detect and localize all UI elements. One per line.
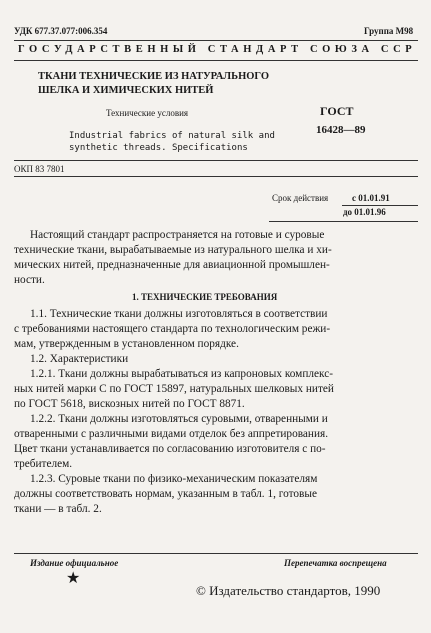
section-line-11: требителем. — [14, 458, 73, 470]
footer-rule — [14, 553, 418, 554]
okp-code: ОКП 83 7801 — [14, 164, 65, 174]
section-line-13: должны соответствовать нормам, указанным в табл. 1, готовые — [14, 488, 317, 500]
section-line-9: отваренными с различными видами отделок без аппретирования. — [14, 428, 329, 440]
gost-label: ГОСТ — [320, 104, 354, 118]
section-line-8: 1.2.2. Ткани должны изготовляться суровыми, отваренными и — [30, 413, 328, 425]
intro-line-2: технические ткани, вырабатываемые из натурального шелка и хи- — [14, 244, 332, 256]
validity-rule — [342, 205, 418, 206]
section-line-14: ткани — в табл. 2. — [14, 503, 102, 515]
section-line-3: мам, утвержденным в установленном порядке. — [14, 338, 239, 350]
intro-line-3: мических нитей, предназначенные для авиационной промышлен- — [14, 259, 330, 271]
validity-from: с 01.01.91 — [352, 193, 390, 203]
okp-rule — [14, 176, 418, 177]
section-line-1: 1.1. Технические ткани должны изготовляться в соответствии — [30, 308, 328, 320]
validity-label: Срок действия — [272, 193, 329, 203]
section-line-4: 1.2. Характеристики — [30, 353, 129, 365]
section-line-6: ных нитей марки С по ГОСТ 15897, натуральных шелковых нитей — [14, 383, 334, 395]
validity-to: до 01.01.96 — [343, 207, 386, 217]
copyright: © Издательство стандартов, 1990 — [196, 583, 381, 598]
title-line-2: ШЕЛКА И ХИМИЧЕСКИХ НИТЕЙ — [38, 85, 214, 96]
title-line-1: ТКАНИ ТЕХНИЧЕСКИЕ ИЗ НАТУРАЛЬНОГО — [38, 71, 269, 82]
intro-line-4: ности. — [14, 274, 45, 286]
section-line-2: с требованиями настоящего стандарта по технологическим режи- — [14, 323, 331, 335]
english-title-line-1: Industrial fabrics of natural silk and — [69, 131, 275, 141]
section-line-10: Цвет ткани устанавливается по согласованию изготовителя с по- — [14, 443, 326, 455]
official-edition: Издание официальное — [30, 558, 119, 568]
subtitle: Технические условия — [106, 108, 189, 118]
intro-line-1: Настоящий стандарт распространяется на готовые и суровые — [30, 229, 325, 241]
section-heading: 1. ТЕХНИЧЕСКИЕ ТРЕБОВАНИЯ — [132, 292, 278, 302]
group-code: Группа М98 — [364, 26, 414, 36]
section-line-5: 1.2.1. Ткани должны вырабатываться из капроновых комплекс- — [30, 368, 333, 380]
udk-code: УДК 677.37.077:006.354 — [14, 26, 108, 36]
star-icon: ★ — [66, 570, 81, 587]
validity-bottom-rule — [269, 221, 418, 222]
gost-number: 16428—89 — [316, 124, 366, 136]
reprint-prohibited: Перепечатка воспрещена — [284, 558, 387, 568]
state-standard-banner: ГОСУДАРСТВЕННЫЙ СТАНДАРТ СОЮЗА ССР — [18, 44, 417, 55]
header-rule-bottom — [14, 60, 418, 61]
english-title-line-2: synthetic threads. Specifications — [69, 143, 248, 153]
section-line-7: по ГОСТ 5618, вискозных нитей по ГОСТ 8871. — [14, 398, 245, 410]
title-rule — [14, 160, 418, 161]
header-rule-top — [14, 40, 418, 41]
section-line-12: 1.2.3. Суровые ткани по физико-механическим показателям — [30, 473, 318, 485]
